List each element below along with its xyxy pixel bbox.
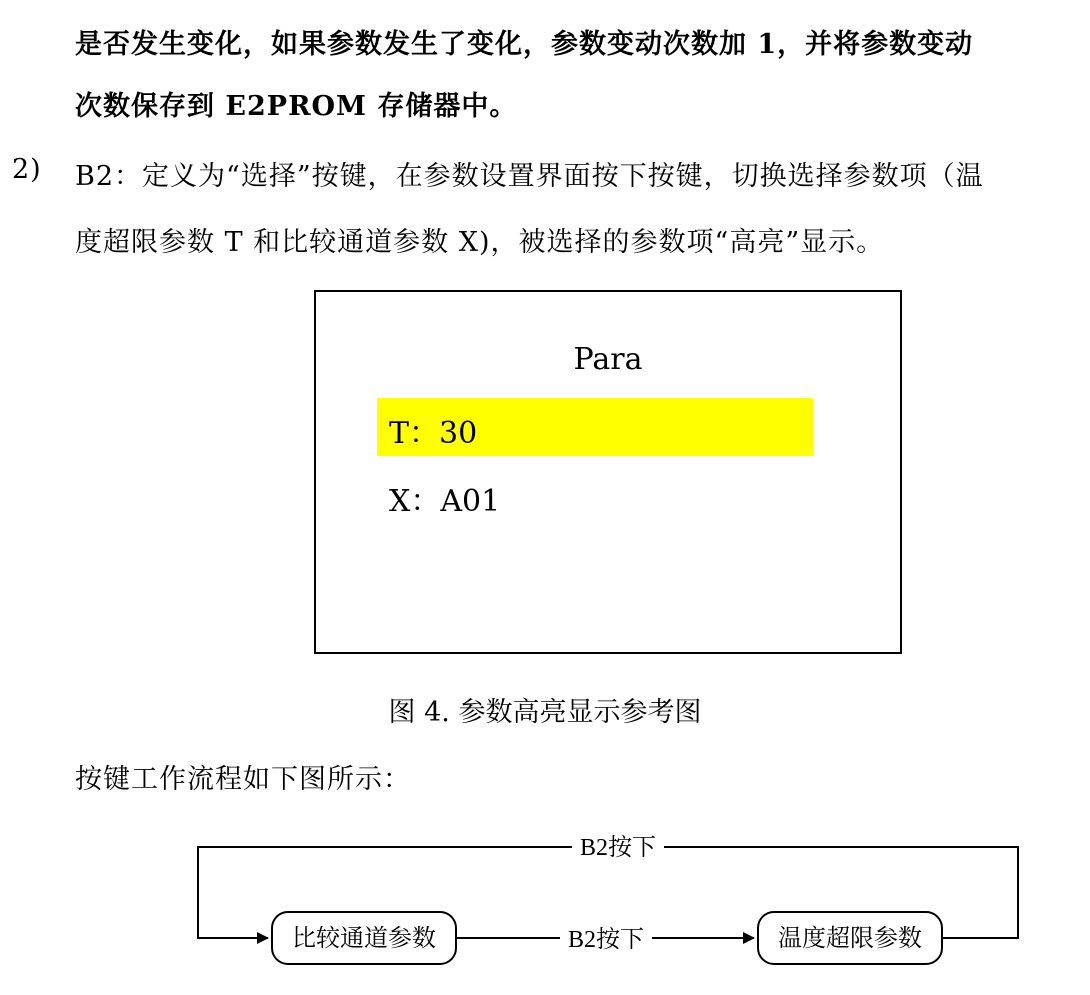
node-temp-limit-label: 温度超限参数 (778, 926, 922, 952)
lcd-title: Para (573, 342, 643, 377)
flow-intro-text: 按键工作流程如下图所示： (75, 764, 411, 795)
figure-caption: 图 4. 参数高亮显示参考图 (388, 697, 702, 728)
param-x-label: X：A01 (389, 484, 501, 519)
list-item-line-2: 度超限参数 T 和比较通道参数 X)，被选择的参数项“高亮”显示。 (75, 227, 885, 258)
edge-top-label: B2按下 (579, 835, 657, 861)
node-compare-channel-label: 比较通道参数 (292, 926, 436, 952)
param-t-highlighted-row (377, 398, 813, 456)
param-x-row (377, 472, 813, 522)
edge-middle-label: B2按下 (567, 927, 645, 953)
paragraph-line-1: 是否发生变化，如果参数发生了变化，参数变动次数加 1，并将参数变动 (75, 29, 974, 60)
key-flowchart (0, 820, 1090, 990)
paragraph-line-2: 次数保存到 E2PROM 存储器中。 (75, 91, 518, 122)
list-item-number: 2) (12, 154, 42, 185)
lcd-display-figure (314, 290, 902, 654)
list-item-line-1: B2：定义为“选择”按键，在参数设置界面按下按键，切换选择参数项（温 (75, 161, 984, 192)
param-t-label: T：30 (389, 416, 478, 451)
